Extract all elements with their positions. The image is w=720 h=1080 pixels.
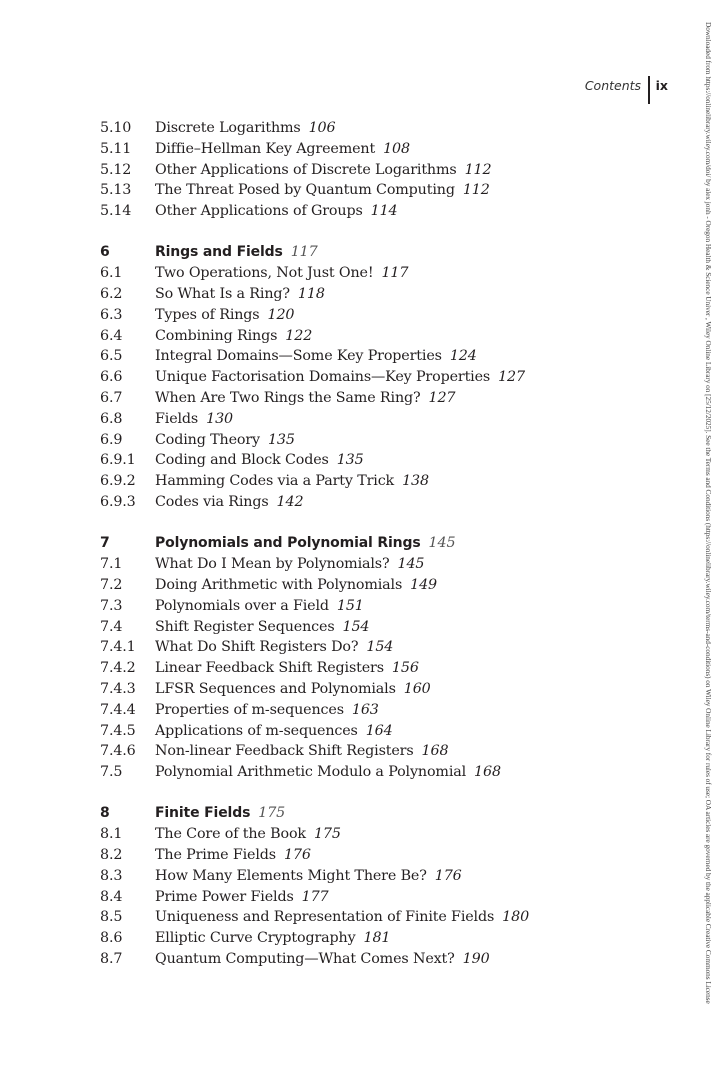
toc-title: Other Applications of Discrete Logarithms	[155, 161, 457, 178]
toc-page-number: 112	[462, 182, 490, 199]
toc-title: The Threat Posed by Quantum Computing	[155, 182, 455, 199]
toc-page-number: 135	[267, 431, 295, 448]
toc-entry	[100, 409, 660, 430]
toc-number: 8.6	[100, 930, 123, 947]
toc-title: Fields	[155, 410, 199, 427]
toc-entry	[100, 180, 660, 201]
toc-title: What Do I Mean by Polynomials?	[155, 556, 390, 573]
toc-entry	[100, 139, 660, 160]
toc-page-number: 127	[498, 369, 525, 386]
toc-title: Integral Domains—Some Key Properties	[155, 348, 442, 365]
toc-page-number: 112	[464, 161, 492, 178]
toc-number: 6.7	[100, 390, 123, 407]
toc-title: Shift Register Sequences	[155, 618, 335, 635]
toc-entry	[100, 118, 660, 139]
toc-number: 7.4.1	[100, 639, 136, 656]
toc-page-number: 151	[336, 597, 364, 614]
toc-group	[100, 803, 660, 969]
toc-entry	[100, 326, 660, 347]
toc-entry	[100, 388, 660, 409]
toc-group	[100, 533, 660, 783]
toc-entry	[100, 160, 660, 181]
toc-page-number: 127	[428, 390, 456, 407]
toc-entry	[100, 617, 660, 638]
toc-entry	[100, 471, 660, 492]
toc-page-number: 168	[474, 764, 501, 781]
toc-entry	[100, 346, 660, 367]
toc-title: What Do Shift Registers Do?	[155, 639, 359, 656]
toc-title: So What Is a Ring?	[155, 286, 290, 303]
toc-title: Discrete Logarithms	[155, 120, 301, 136]
toc-page-number: 154	[342, 618, 370, 635]
toc-entry	[100, 554, 660, 575]
toc-number: 6.9	[100, 431, 123, 448]
toc-page-number: 160	[403, 680, 431, 697]
toc-entry	[100, 949, 660, 970]
toc-chapter-heading	[100, 803, 660, 824]
toc-number: 5.12	[100, 161, 132, 178]
toc-title: When Are Two Rings the Same Ring?	[155, 390, 421, 407]
toc-title: Hamming Codes via a Party Trick	[155, 473, 395, 490]
toc-entry	[100, 201, 660, 222]
toc-title: Linear Feedback Shift Registers	[155, 660, 384, 677]
toc-number: 6.2	[100, 286, 123, 303]
toc-page-number: 176	[283, 847, 311, 863]
toc-page-number: 154	[366, 639, 394, 656]
toc-page-number: 145	[428, 535, 456, 552]
toc-entry	[100, 492, 660, 513]
page-number: ix	[655, 78, 668, 93]
toc-entry	[100, 762, 660, 783]
toc-title: The Core of the Book	[155, 826, 306, 843]
toc-page-number: 177	[301, 888, 329, 905]
toc-chapter-heading	[100, 242, 660, 263]
toc-number: 6.5	[100, 348, 123, 365]
toc-number: 7.1	[100, 556, 123, 573]
toc-entry	[100, 575, 660, 596]
toc-number: 6	[100, 244, 110, 261]
toc-title: Codes via Rings	[155, 494, 269, 511]
toc-number: 6.9.1	[100, 452, 136, 469]
toc-number: 6.8	[100, 410, 123, 427]
toc-number: 6.9.3	[100, 494, 136, 511]
toc-title: Non-linear Feedback Shift Registers	[155, 743, 414, 760]
toc-title: Rings and Fields	[155, 244, 283, 261]
toc-number: 7.4.5	[100, 722, 136, 739]
toc-page-number: 130	[206, 410, 233, 427]
toc-entry	[100, 721, 660, 742]
toc-number: 8.1	[100, 826, 123, 843]
toc-title: Coding Theory	[155, 431, 260, 448]
toc-page-number: 163	[351, 701, 379, 718]
toc-page-number: 108	[383, 140, 410, 157]
toc-number: 6.6	[100, 369, 123, 386]
toc-number: 7.4.6	[100, 743, 136, 760]
toc-title: Properties of m-sequences	[155, 701, 344, 718]
toc-page-number: 114	[370, 203, 398, 220]
toc-number: 5.11	[100, 140, 132, 157]
toc-title: Elliptic Curve Cryptography	[155, 930, 356, 947]
toc-entry	[100, 824, 660, 845]
toc-entry	[100, 845, 660, 866]
toc-page-number: 117	[381, 265, 409, 282]
toc-title: Coding and Block Codes	[155, 452, 329, 469]
running-head-section: Contents	[584, 78, 642, 93]
toc-title: Diffie–Hellman Key Agreement	[155, 140, 376, 157]
toc-page-number: 190	[462, 950, 490, 967]
toc-entry	[100, 430, 660, 451]
toc-number: 8.2	[100, 847, 123, 863]
toc-page-number: 106	[308, 120, 336, 136]
toc-number: 7.4	[100, 618, 123, 635]
toc-page-number: 164	[365, 722, 393, 739]
toc-entry	[100, 700, 660, 721]
toc-title: Finite Fields	[155, 805, 251, 822]
toc-page-number: 175	[258, 805, 286, 822]
toc-title: LFSR Sequences and Polynomials	[155, 680, 396, 697]
toc-number: 5.10	[100, 120, 132, 136]
toc-number: 8.4	[100, 888, 123, 905]
toc-page-number: 117	[290, 244, 318, 261]
toc-page-number: 122	[285, 327, 313, 344]
toc-page-number: 168	[421, 743, 449, 760]
toc-page-number: 120	[267, 306, 295, 323]
toc-title: The Prime Fields	[155, 847, 276, 863]
toc-entry	[100, 284, 660, 305]
toc-title: Unique Factorisation Domains—Key Properties	[155, 369, 491, 386]
toc-number: 8	[100, 805, 110, 822]
toc-entry	[100, 263, 660, 284]
toc-entry	[100, 367, 660, 388]
toc-title: Doing Arithmetic with Polynomials	[155, 576, 403, 593]
toc-entry	[100, 928, 660, 949]
toc-page-number: 145	[397, 556, 425, 573]
toc-number: 8.5	[100, 909, 123, 926]
toc-number: 6.4	[100, 327, 123, 344]
toc-number: 5.13	[100, 182, 132, 199]
toc-title: Combining Rings	[155, 327, 278, 344]
toc-page-number: 124	[449, 348, 477, 365]
toc-number: 5.14	[100, 203, 132, 220]
toc-title: Other Applications of Groups	[155, 203, 363, 220]
toc-group	[100, 118, 660, 222]
toc-number: 8.7	[100, 950, 123, 967]
toc-entry	[100, 679, 660, 700]
toc-title: Quantum Computing—What Comes Next?	[155, 950, 455, 967]
table-of-contents	[100, 118, 660, 990]
toc-page-number: 181	[363, 930, 391, 947]
toc-title: Types of Rings	[155, 306, 260, 323]
toc-number: 7.4.3	[100, 680, 136, 697]
toc-entry	[100, 450, 660, 471]
toc-entry	[100, 907, 660, 928]
toc-number: 7.3	[100, 597, 123, 614]
toc-title: Uniqueness and Representation of Finite Fields	[155, 909, 495, 926]
toc-page-number: 149	[410, 576, 437, 593]
toc-group	[100, 242, 660, 512]
toc-entry	[100, 596, 660, 617]
toc-page-number: 138	[402, 473, 429, 490]
toc-entry	[100, 741, 660, 762]
download-notice: Downloaded from https://onlinelibrary.wiley.com/doi/ by alex jonh - Oregon Health & Science Univer , Wiley Online Library on [25/12/2025]. See the Terms and Conditions (https://onlinelibrary.wiley.com/terms-and-conditions) on Wiley Online Library for rules of use; OA articles are governed by the applicable Creative Commons License	[704, 22, 713, 1004]
toc-number: 6.3	[100, 306, 123, 323]
toc-page-number: 180	[502, 909, 530, 926]
toc-title: How Many Elements Might There Be?	[155, 867, 427, 884]
toc-page-number: 142	[276, 494, 304, 511]
toc-number: 7.4.4	[100, 701, 136, 718]
toc-entry	[100, 637, 660, 658]
toc-entry	[100, 305, 660, 326]
toc-entry	[100, 887, 660, 908]
toc-page-number: 156	[391, 660, 419, 677]
toc-number: 6.9.2	[100, 473, 136, 490]
toc-title: Two Operations, Not Just One!	[155, 265, 374, 282]
toc-title: Applications of m-sequences	[155, 722, 358, 739]
toc-number: 7	[100, 535, 110, 552]
toc-entry	[100, 866, 660, 887]
toc-chapter-heading	[100, 533, 660, 554]
toc-title: Polynomial Arithmetic Modulo a Polynomial	[155, 764, 467, 781]
toc-page-number: 135	[336, 452, 364, 469]
toc-number: 6.1	[100, 265, 123, 282]
toc-page-number: 175	[313, 826, 341, 843]
toc-entry	[100, 658, 660, 679]
toc-title: Polynomials over a Field	[155, 597, 329, 614]
toc-page-number: 176	[434, 867, 462, 884]
toc-number: 7.5	[100, 764, 123, 781]
toc-title: Polynomials and Polynomial Rings	[155, 535, 421, 552]
toc-number: 7.2	[100, 576, 123, 593]
running-head	[585, 76, 668, 104]
toc-number: 7.4.2	[100, 660, 136, 677]
toc-title: Prime Power Fields	[155, 888, 294, 905]
toc-page-number: 118	[297, 286, 325, 303]
toc-number: 8.3	[100, 867, 123, 884]
